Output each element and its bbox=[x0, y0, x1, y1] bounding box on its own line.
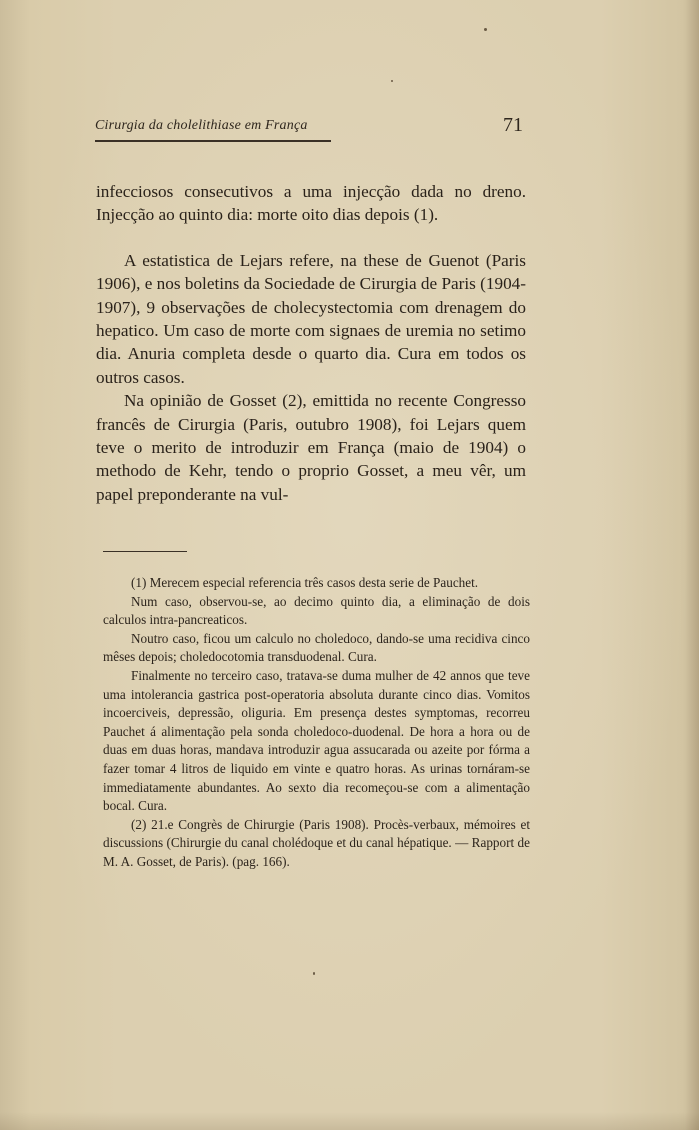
paper-speck bbox=[391, 80, 393, 82]
footnotes bbox=[103, 574, 530, 872]
footnote-paragraph: Finalmente no terceiro caso, tratava-se duma mulher de 42 annos que teve uma intolerancia gastrica post-operatoria absoluta durante cinco dias. Vomitos incoerciveis, depressão, oliguria. Em presença destes symptomas, recorreu Pauchet á alimentação pela sonda choledoco-duodenal. De hora a hora ou de duas em duas horas, mandava introduzir agua assucarada ou azeite por fórma a fazer tomar 4 litros de liquido em vinte e quatro horas. As urinas tornáram-se immediatamente abundantes. Ao sexto dia recomeçou-se com a alimentação bocal. Cura. bbox=[103, 667, 530, 814]
paper-speck bbox=[313, 972, 315, 975]
footnote-paragraph: (1) Merecem especial referencia três casos desta serie de Pauchet. bbox=[131, 575, 479, 590]
page-number: 71 bbox=[503, 114, 523, 136]
footnote-paragraph: Noutro caso, ficou um calculo no choledoco, dando-se uma recidiva cinco mêses depois; choledocotomia transduodenal. Cura. bbox=[103, 630, 530, 665]
page-bottom-shadow bbox=[0, 1112, 699, 1130]
body-paragraph: A estatistica de Lejars refere, na these de Guenot (Paris 1906), e nos boletins da Sociedade de Cirurgia de Paris (1904-1907), 9 observações de cholecystectomia com drenagem do hepatico. Um caso de morte com signaes de uremia no setimo dia. Anuria completa desde o quarto dia. Cura em todos os outros casos. bbox=[96, 250, 526, 387]
header-rule bbox=[95, 140, 331, 142]
body-paragraph: infecciosos consecutivos a uma injecção dada no dreno. Injecção ao quinto dia: morte oito dias depois (1). bbox=[96, 182, 526, 225]
running-title: Cirurgia da cholelithiase em França bbox=[95, 118, 308, 133]
footnote-rule bbox=[103, 551, 187, 552]
footnote-paragraph: (2) 21.e Congrès de Chirurgie (Paris 1908). Procès-verbaux, mémoires et discussions (Chirurgie du canal cholédoque et du canal hépatique. — Rapport de M. A. Gosset, de Paris). (pag. 166). bbox=[103, 816, 530, 869]
paper-speck bbox=[484, 28, 487, 31]
page-edge-shadow bbox=[685, 0, 699, 1130]
footnote-paragraph: Num caso, observou-se, ao decimo quinto dia, a eliminação de dois calculos intra-pancreaticos. bbox=[103, 593, 530, 628]
body-paragraph: Na opinião de Gosset (2), emittida no recente Congresso francês de Cirurgia (Paris, outubro 1908), foi Lejars quem teve o merito de introduzir em França (maio de 1904) o methodo de Kehr, tendo o proprio Gosset, a meu vêr, um papel preponderante na vul- bbox=[96, 391, 526, 504]
body-text bbox=[96, 180, 526, 506]
